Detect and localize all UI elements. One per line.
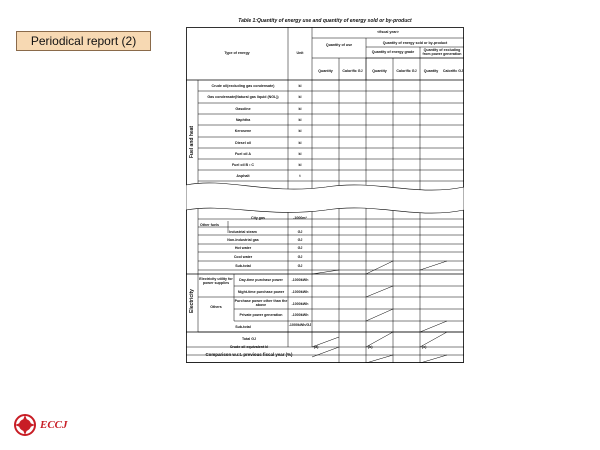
header-quantity-1: Quantity: [318, 69, 333, 73]
header-excl-power: Quantity of excluding from power generation: [422, 48, 462, 56]
header-unit: Unit: [296, 51, 304, 55]
heat-row-label: Cool water: [233, 255, 253, 259]
elec-row-label: Private power generation: [239, 313, 283, 317]
heat-row-label: Hot water: [234, 246, 252, 250]
slide-title-text: Periodical report (2): [30, 34, 137, 48]
fuel-row-unit: kl: [298, 84, 302, 88]
eccj-logo-icon: [14, 414, 36, 436]
heat-row-unit: -1000m³: [293, 216, 307, 220]
heat-row-unit: GJ: [297, 238, 303, 242]
elec-row-unit: -1000kWh: [291, 290, 309, 294]
header-energy-grade: Quantity of energy grade: [371, 50, 415, 54]
table-grid: [186, 27, 464, 363]
fuel-row-unit: kl: [298, 141, 302, 145]
table-break-wave: [186, 183, 464, 213]
elec-row-unit: -1000kWh: [291, 278, 309, 282]
fuel-row-unit: kl: [298, 107, 302, 111]
elec-row-label: Day-time purchase power: [239, 278, 283, 282]
fuel-row-unit: kl: [298, 129, 302, 133]
crude-oil-label: Crude oil equivalent kl: [229, 345, 269, 349]
elec-others-label: Others: [210, 305, 222, 309]
heat-row-unit: GJ: [297, 230, 303, 234]
fuel-row-label: Diesel oil: [235, 141, 251, 145]
group-electricity: Electricity: [189, 289, 195, 313]
comparison-label: Comparison w.r.t. previous fiscal year (%): [205, 352, 293, 357]
elec-subtotal-unit: -1000kWh/GJ: [288, 323, 312, 327]
fuel-row-unit: kl: [298, 163, 302, 167]
table-title: Table 1:Quantity of energy use and quantity of energy sold or by-product: [238, 18, 412, 24]
cell-c: (c): [422, 345, 427, 349]
header-calorific-2: Calorific GJ: [396, 69, 417, 73]
header-calorific-3: Calorific GJ: [442, 69, 464, 73]
header-calorific-1: Calorific GJ: [342, 69, 363, 73]
fuel-row-label: Fuel oil A: [234, 152, 252, 156]
header-quantity-2: Quantity: [372, 69, 387, 73]
fuel-row-label: Kerosene: [234, 129, 252, 133]
eccj-logo-text: ECCJ: [40, 419, 68, 431]
cell-b: (b): [368, 345, 373, 349]
elec-row-unit: -1000kWh: [291, 302, 309, 306]
fuel-row-label: Asphalt: [236, 174, 250, 178]
fuel-row-label: Gas condensate(Natural gas liquid (NGL)): [207, 95, 279, 99]
fuel-row-unit: kl: [298, 152, 302, 156]
header-quantity-3: Quantity: [423, 69, 439, 73]
fuel-row-label: Naphtha: [235, 118, 251, 122]
cell-a: (a): [314, 345, 319, 349]
elec-row-unit: -1000kWh: [291, 313, 309, 317]
header-fiscal: <fiscal year>: [377, 30, 399, 34]
elec-utility-label: Electricity utility for power supplies: [199, 277, 233, 285]
heat-row-label: Sub-total: [235, 264, 251, 268]
slide-title: [16, 31, 151, 51]
city-gas-label: City gas: [251, 216, 265, 220]
heat-row-unit: GJ: [297, 255, 303, 259]
other-fuels-label: Other fuels: [200, 223, 219, 227]
report-table: [186, 27, 464, 363]
fuel-row-label: Crude oil(excluding gas condensate): [211, 84, 275, 88]
heat-row-unit: GJ: [297, 246, 303, 250]
heat-row-unit: GJ: [297, 264, 303, 268]
eccj-logo: [14, 414, 68, 436]
fuel-row-unit: kl: [298, 118, 302, 122]
elec-row-label: Purchase power other than the above: [234, 299, 288, 307]
fuel-row-unit: t: [299, 174, 301, 178]
fuel-row-label: Fuel oil B • C: [231, 163, 255, 167]
heat-row-label: Industrial steam: [229, 230, 257, 234]
elec-subtotal-label: Sub-total: [235, 325, 251, 329]
header-use: Quantity of use: [325, 43, 353, 47]
fuel-row-label: Gasoline: [235, 107, 251, 111]
total-gj-label: Total GJ: [241, 337, 257, 341]
heat-row-label: Non-Industrial gas: [227, 238, 259, 242]
group-fuel-heat: Fuel and heat: [189, 125, 195, 159]
elec-row-label: Night-time purchase power: [237, 290, 285, 294]
header-type: Type of energy: [224, 51, 250, 55]
fuel-row-unit: kl: [298, 95, 302, 99]
header-sold: Quantity of energy sold or by-product: [382, 41, 448, 45]
